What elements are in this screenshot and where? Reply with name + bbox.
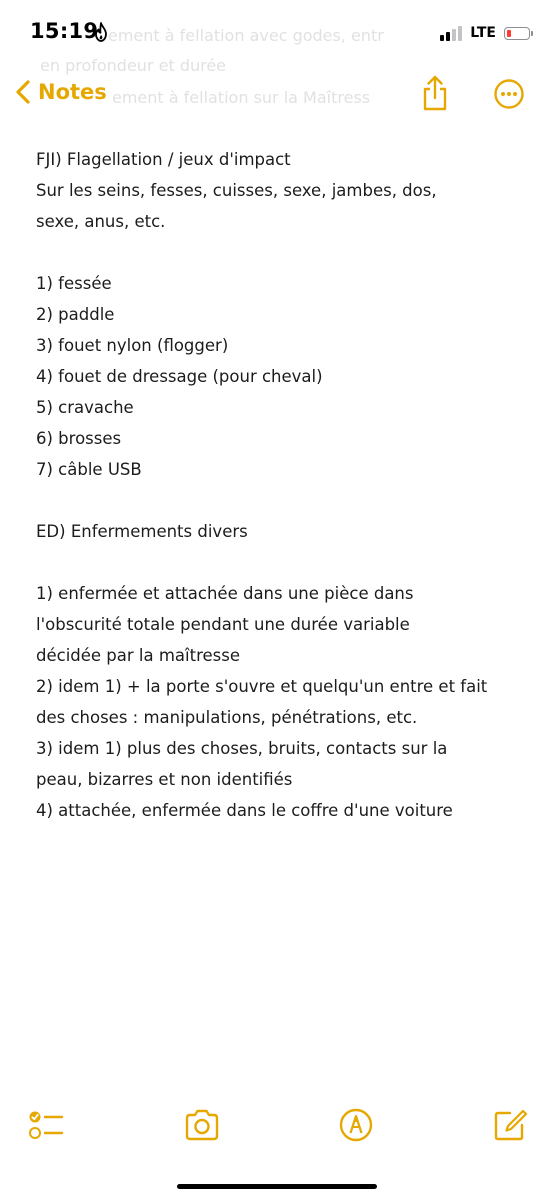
status-indicators [440,22,530,44]
status-time: 15:19 [30,19,99,43]
ghost-text: ement à fellation sur la Maîtress [112,88,371,107]
battery-icon [504,27,530,40]
note-line: 2) paddle [36,305,115,324]
note-line: 1) enfermée et attachée dans une pièce dans [36,584,414,603]
note-line: ED) Enfermements divers [36,522,248,541]
bottom-toolbar [0,1100,554,1150]
note-line: des choses : manipulations, pénétrations, etc. [36,708,418,727]
note-line: 6) brosses [36,429,122,448]
note-line: 7) câble USB [36,460,142,479]
note-line: 3) fouet nylon (flogger) [36,336,229,355]
chevron-left-icon [14,79,32,105]
compose-icon[interactable] [492,1108,528,1142]
note-line: 1) fessée [36,274,112,293]
note-body[interactable] [36,144,524,826]
camera-icon[interactable] [184,1108,220,1142]
note-line [36,485,524,516]
note-line: 4) fouet de dressage (pour cheval) [36,367,323,386]
note-line: 5) cravache [36,398,134,417]
note-line: décidée par la maîtresse [36,646,241,665]
flame-icon [94,22,108,42]
note-line [36,547,524,578]
checklist-icon[interactable] [28,1108,64,1142]
ghost-text: en profondeur et durée [40,56,227,75]
note-line: 3) idem 1) plus des choses, bruits, contacts sur la [36,739,448,758]
note-line [36,237,524,268]
home-indicator[interactable] [177,1184,377,1189]
note-line: Sur les seins, fesses, cuisses, sexe, jambes, dos, [36,181,437,200]
ghost-text: ement à fellation avec godes, entr [108,26,384,45]
share-icon[interactable] [420,74,450,112]
note-line: FJI) Flagellation / jeux d'impact [36,150,291,169]
cellular-signal-icon [440,25,462,41]
note-line: l'obscurité totale pendant une durée variable [36,615,410,634]
note-line: 2) idem 1) + la porte s'ouvre et quelqu'un entre et fait [36,677,488,696]
note-line: sexe, anus, etc. [36,212,166,231]
more-options-icon[interactable] [493,78,525,110]
note-line: 4) attachée, enfermée dans le coffre d'une voiture [36,801,453,820]
back-label: Notes [38,80,107,104]
navigation-bar [0,66,554,124]
note-line: peau, bizarres et non identifiés [36,770,293,789]
network-type: LTE [470,25,496,41]
back-button[interactable] [14,79,107,105]
markup-pen-icon[interactable] [338,1108,374,1142]
